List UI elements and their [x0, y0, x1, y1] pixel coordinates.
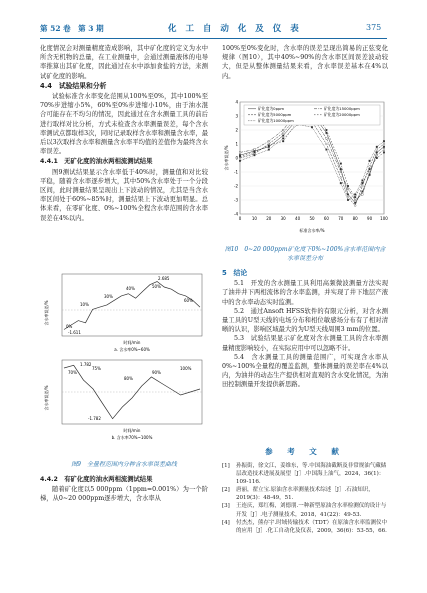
- fig10-point: [254, 152, 256, 154]
- references-list: [222, 462, 388, 535]
- figure-10: [222, 98, 388, 240]
- fig9-a-label-10: 10%: [80, 302, 89, 307]
- fig10-legend-label: 矿化度为15000ppm: [324, 106, 360, 111]
- right-column-top: [222, 44, 388, 81]
- fig10-point: [268, 145, 270, 147]
- references-heading: 参 考 文 献: [265, 447, 345, 456]
- fig10-point: [376, 154, 378, 156]
- fig9-b-label-80: 80%: [124, 376, 133, 381]
- journal-title: 化 工 自 动 化 及 仪 表: [168, 24, 302, 34]
- fig10-point: [354, 196, 356, 198]
- fig10-point: [340, 182, 342, 184]
- fig10-point: [268, 149, 270, 151]
- fig10-point: [282, 129, 284, 131]
- fig10-ytick-label: -3: [234, 197, 238, 203]
- section-4-4-2-heading: 4.4.2 有矿化度的油水两相流测试结果: [40, 476, 153, 483]
- header-rule: [40, 38, 387, 39]
- fig9-b-xlabel: 时间/min: [123, 428, 141, 433]
- fig10-point: [376, 152, 378, 154]
- fig10-point: [369, 171, 371, 173]
- fig10-ytick-label: 4: [235, 99, 238, 105]
- fig10-point: [383, 146, 385, 148]
- left-column-bottom: [40, 474, 208, 504]
- fig9-b-label-100: 100%: [180, 366, 192, 371]
- fig10-xtick-label: 100: [380, 216, 388, 221]
- fig10-point: [340, 163, 342, 165]
- fig10-ytick-label: 2: [235, 127, 238, 133]
- fig10-point: [354, 199, 356, 201]
- fig9-b-peak-label: 1.782: [80, 362, 92, 367]
- section-5-heading: 5 结论: [222, 269, 248, 277]
- fig10-point: [362, 185, 364, 187]
- fig10-point: [383, 149, 385, 151]
- page-number: 375: [366, 23, 382, 32]
- fig9-a-peak-label: 2.685: [158, 276, 170, 281]
- fig9-a-label-50: 50%: [152, 284, 161, 289]
- fig10-point: [326, 138, 328, 140]
- fig10-point: [239, 156, 241, 158]
- fig10-point: [369, 174, 371, 176]
- fig10-point: [311, 126, 313, 128]
- fig10-point: [239, 160, 241, 162]
- figure-10-caption: 图10 0~20 000ppm矿化度下0%~100%含水率范围内含水率误差分布: [224, 246, 386, 262]
- fig10-point: [383, 140, 385, 142]
- fig10-point: [239, 152, 241, 154]
- fig10-ytick-label: 1: [235, 141, 238, 147]
- fig9-a-xlabel: 时间/min: [123, 340, 141, 345]
- reference-item: [3] 王连庆，郑红梅，刘德朋.一种新型原油含水率检测仪的设计与开发［J］.电子测量技术，2018，41(22)：49-53.: [222, 503, 387, 518]
- fig10-point: [268, 140, 270, 142]
- fig10-xtick-label: 50: [309, 216, 315, 221]
- fig10-xtick-label: 90: [367, 216, 373, 221]
- fig10-point: [326, 129, 328, 131]
- page-header: [0, 20, 427, 40]
- fig10-point: [362, 180, 364, 182]
- fig10-xtick-label: 80: [352, 216, 358, 221]
- fig10-legend-label: 矿化度为0ppm: [258, 106, 285, 111]
- fig10-point: [347, 194, 349, 196]
- fig10-point: [362, 182, 364, 184]
- volume-issue: 第 52 卷 第 3 期: [40, 24, 104, 33]
- figure-9-caption: 图9 全量程范围内分种含水率误差曲线: [71, 461, 177, 468]
- section-4-4-2-paragraph: 随着矿化度以5 000ppm（1ppm=0.001%）为一个阶梯，从0~20 000ppm逐步增大，含水率从: [40, 486, 208, 503]
- intro-paragraph: 化度情况会对测量精度造成影响，其中矿化度的定义为水中所含无机物的总量，在工业测量中，会通过测量液体的电导率推算出其矿化度，因此通过在水中添加食盐的方法，来测试矿化度的影响。: [40, 45, 208, 80]
- fig10-legend-label: 矿化度为5000ppm: [258, 112, 292, 117]
- fig10-point: [347, 196, 349, 198]
- section-4-4-paragraph: 试验标准含水率变化范围从100%至0%，其中100%至70%步进缩小5%，60%至0%步进缩小10%，由于油水混合可能存在不均匀的情况，因此通过在含水测量工具的前后进行取样对比分析，方式未检查含水率测量误差，每个含水率测试点都取样3次，同时记录取样含水率和测量含水率，最后以3次取样含水率和测量含水率平均值的差值作为最终含水率误差。: [40, 93, 208, 156]
- fig10-point: [282, 140, 284, 142]
- fig10-point: [354, 194, 356, 196]
- fig9-b-label-90: 90%: [152, 370, 161, 375]
- right-top-paragraph: 100%至0%变化时，含水率的误差呈现出简易的正弦变化规律（图10），其中40%~90%的含水率区间误差波动较大，但是从整体测量结果来看，含水率误差基本在4%以内。: [222, 45, 388, 80]
- fig10-point: [376, 146, 378, 148]
- fig10-point: [326, 149, 328, 151]
- fig10-legend-label: 矿化度为20000ppm: [324, 112, 360, 117]
- fig9-panel-b: [43, 360, 202, 440]
- fig10-ytick-label: 0: [235, 155, 238, 161]
- conclusion-5-1: 5.1 开发的含水测量工具利用高频微波测量方法实现了油井井下两相流体的含水率监测，并实现了井下地层产液中的含水率动态实时监测。: [222, 280, 388, 306]
- left-column-top: [40, 44, 208, 223]
- fig10-xtick-label: 40: [295, 216, 301, 221]
- fig9-a-label-30: 30%: [104, 294, 113, 299]
- fig10-point: [326, 132, 328, 134]
- fig10-xlabel: 标准含水率/%: [299, 228, 325, 233]
- fig10-point: [326, 143, 328, 145]
- fig10-point: [369, 166, 371, 168]
- fig10-point: [354, 205, 356, 207]
- section-4-4-1-heading: 4.4.1 无矿化度的油水两相流测试结果: [40, 158, 153, 166]
- fig9-a-low-label: -1.611: [68, 330, 81, 335]
- fig10-xtick-label: 60: [323, 216, 329, 221]
- fig10-point: [383, 143, 385, 145]
- fig10-point: [340, 168, 342, 170]
- fig10-point: [347, 188, 349, 190]
- fig10-point: [282, 138, 284, 140]
- fig9-b-caption: b. 含水率70%~100%: [111, 435, 153, 440]
- fig10-xtick-label: 30: [280, 216, 286, 221]
- fig10-legend: [244, 105, 380, 125]
- fig9-a-label-40: 40%: [126, 286, 135, 291]
- fig10-point: [254, 154, 256, 156]
- fig10-series-line: [240, 124, 384, 200]
- fig10-point: [354, 202, 356, 204]
- section-4-4-heading: 4.4 试验结果和分析: [40, 81, 107, 90]
- fig9-a-caption: a. 含水率0%~60%: [114, 347, 150, 352]
- fig10-ytick-label: -4: [234, 211, 238, 217]
- fig10-xtick-label: 0: [238, 216, 242, 221]
- fig10-point: [282, 135, 284, 137]
- right-column-conclusions: [222, 268, 388, 390]
- fig9-a-label-60: 60%: [184, 298, 193, 303]
- fig10-point: [340, 177, 342, 179]
- conclusion-5-2: 5.2 通过Ansoft HFSS软件的有限元分析，对含水测量工具的U型天线的电场分布和相位敏感场分布有了相对清晰的认识，影响区域最大的为U型天线周围3 mm的位置。: [222, 307, 388, 334]
- fig9-b-low-label: -1.782: [88, 416, 101, 421]
- fig10-point: [254, 149, 256, 151]
- fig9-b-label-75: 75%: [92, 366, 101, 371]
- fig10-point: [362, 194, 364, 196]
- figure-9: [40, 268, 208, 453]
- reference-item: [2] 唐丽，翟立宝.原油含水率测量技术综述［J］.石油知识，2019(3)：48-49，51.: [222, 487, 374, 502]
- fig10-ylabel: 含水率误差/%: [224, 145, 229, 171]
- fig10-xtick-label: 10: [251, 216, 257, 221]
- fig10-point: [369, 160, 371, 162]
- conclusion-5-4: 5.4 含水测量工具的测量范围广，可实现含水率从0%~100%全量程的覆盖监测，整体测量的误差率在4%以内，为油井的动态生产提供相对直观的含水变化情况，为油田控制测量开发提供新思路。: [222, 353, 388, 389]
- fig10-ytick-label: -2: [234, 183, 238, 189]
- fig10-ytick-label: 3: [235, 113, 238, 119]
- fig9-b-label-70: 70%: [68, 370, 77, 375]
- section-4-4-1-paragraph: 图9测试结果显示含水率低于40%时，测量值和对比较平稳，随着含水率逐步增大，其中50%含水率处于一个分段区间，此时测量结果呈现出上下波动的情况，尤其是当含水率区间处于60%~85%时，测量结果上下波动更加明显。总体来看，在零矿化度、0%~100%全程含水率范围的含水率误差在4%以内。: [40, 168, 208, 222]
- fig9-panel-a: [43, 274, 202, 352]
- fig10-point: [347, 199, 349, 201]
- reference-item: [1] 孙振街，徐文江，姜维东，等.中国海油截断及非常规油气藏储层改造技术进展及展望［J］.中国海上油气，2024，36(1)：109-116.: [222, 463, 387, 486]
- fig10-point: [369, 168, 371, 170]
- fig10-legend-label: 矿化度为10000ppm: [258, 118, 294, 123]
- fig10-point: [340, 171, 342, 173]
- fig9-b-ylabel: 含水率误差/%: [44, 385, 49, 411]
- fig10-ytick-label: -1: [234, 169, 238, 175]
- fig10-xtick-label: 20: [266, 216, 272, 221]
- fig9-a-label-0: 0%: [66, 324, 73, 329]
- conclusion-5-3: 5.3 试验结果显示矿化度对含水测量工具的含水率测量精度影响较小，在实际应用中可以忽略不计。: [222, 335, 388, 352]
- fig10-point: [282, 132, 284, 134]
- fig10-point: [347, 185, 349, 187]
- fig9-a-ylabel: 含水率误差/%: [44, 300, 49, 326]
- fig10-point: [376, 157, 378, 159]
- reference-item: [4] 付杰杰，熊存宇.时域传输技术（TDT）在原油含水率监测仪中的应用［J］.化工自动化及仪表，2009，36(6)：53-55，66.: [222, 519, 387, 534]
- fig10-point: [376, 149, 378, 151]
- fig10-point: [383, 152, 385, 154]
- fig10-xtick-label: 70: [338, 216, 344, 221]
